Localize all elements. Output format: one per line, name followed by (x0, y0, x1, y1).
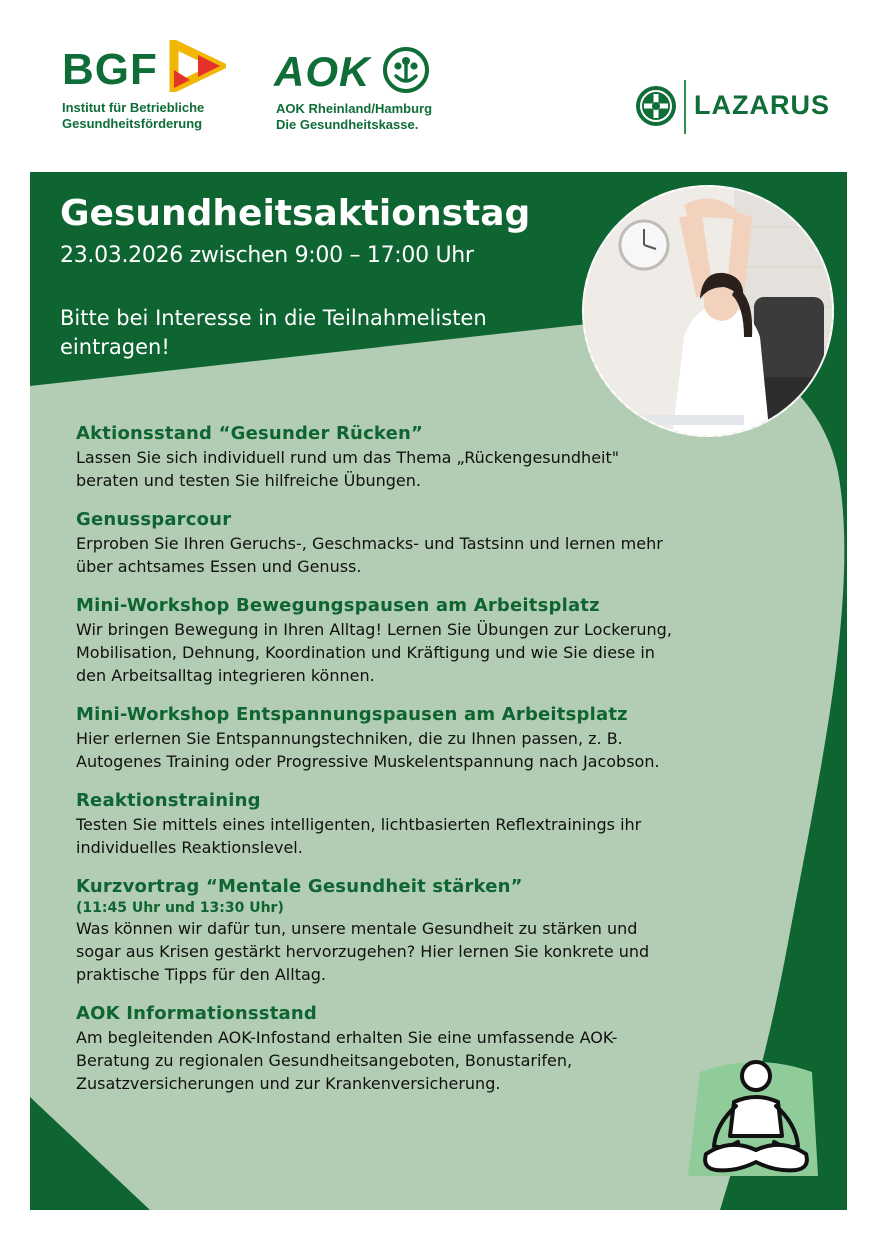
invite-line: eintragen! (60, 335, 170, 359)
bgf-subtitle (62, 100, 262, 132)
program-item (76, 594, 726, 687)
event-date: 23.03.2026 zwischen 9:00 – 17:00 Uhr (60, 243, 474, 268)
program-item-text: Beratung zu regionalen Gesundheitsangeboten, Bonustarifen, (76, 1051, 573, 1070)
meditation-icon (686, 1058, 826, 1182)
bgf-logo-text: BGF (62, 45, 158, 94)
aok-subtitle-line: Die Gesundheitskasse. (276, 117, 419, 132)
program-item-title: Genussparcour (76, 509, 232, 530)
flyer-panel (30, 172, 847, 1210)
aok-subtitle (276, 101, 496, 133)
bgf-arrow-icon (168, 40, 226, 92)
program-item-text: Mobilisation, Dehnung, Koordination und Kräftigung und wie Sie diese in (76, 643, 655, 662)
program-item-text: den Arbeitsalltag integrieren können. (76, 666, 375, 685)
program-item-text: Am begleitenden AOK-Infostand erhalten Sie eine umfassende AOK- (76, 1028, 618, 1047)
office-stretch-illustration (584, 187, 834, 437)
program-item (76, 508, 726, 578)
lazarus-logo-text: LAZARUS (694, 90, 830, 120)
program-item-text: Lassen Sie sich individuell rund um das Thema „Rückengesundheit" (76, 448, 620, 467)
bgf-subtitle-line: Institut für Betriebliche (62, 100, 205, 115)
program-item-text: Was können wir dafür tun, unsere mentale Gesundheit zu stärken und (76, 919, 638, 938)
program-item-title: Reaktionstraining (76, 790, 261, 811)
bgf-subtitle-line: Gesundheitsförderung (62, 116, 203, 131)
program-item-text: über achtsames Essen und Genuss. (76, 557, 362, 576)
invite-text (60, 304, 560, 362)
program-item-text: individuelles Reaktionslevel. (76, 838, 303, 857)
program-item-text: Testen Sie mittels eines intelligenten, lichtbasierten Reflextrainings ihr (76, 815, 642, 834)
program-item (76, 703, 726, 773)
program-item-text: Zusatzversicherungen und zur Krankenversicherung. (76, 1074, 501, 1093)
program-item-text: sogar aus Krisen gestärkt hervorzugehen? Hier lernen Sie konkrete und (76, 942, 650, 961)
program-item-text: Autogenes Training oder Progressive Muskelentspannung nach Jacobson. (76, 752, 660, 771)
aok-subtitle-line: AOK Rheinland/Hamburg (276, 101, 433, 116)
program-item-text: Erproben Sie Ihren Geruchs-, Geschmacks- und Tastsinn und lernen mehr (76, 534, 663, 553)
header (0, 0, 877, 170)
program-item-text: Wir bringen Bewegung in Ihren Alltag! Lernen Sie Übungen zur Lockerung, (76, 620, 672, 639)
program-item-text: praktische Tipps für den Alltag. (76, 965, 327, 984)
aok-logo-text: AOK (274, 48, 371, 95)
program-item-time: (11:45 Uhr und 13:30 Uhr) (76, 900, 284, 916)
program-item-title: AOK Informationsstand (76, 1003, 317, 1024)
program-item (76, 1002, 726, 1095)
program-item-title: Aktionsstand “Gesunder Rücken” (76, 423, 424, 444)
invite-line: Bitte bei Interesse in die Teilnahmelisten (60, 306, 487, 330)
program-item (76, 789, 726, 859)
program-list (76, 422, 726, 1111)
lazarus-cross-icon (634, 84, 678, 128)
program-item-title: Mini-Workshop Bewegungspausen am Arbeitsplatz (76, 595, 600, 616)
program-item (76, 422, 726, 492)
program-item-title: Kurzvortrag “Mentale Gesundheit stärken” (76, 876, 523, 897)
aok-tree-icon (382, 46, 430, 94)
program-item-text: Hier erlernen Sie Entspannungstechniken, die zu Ihnen passen, z. B. (76, 729, 623, 748)
stretching-woman-photo (582, 185, 834, 437)
lazarus-divider (684, 80, 686, 134)
program-item-title: Mini-Workshop Entspannungspausen am Arbeitsplatz (76, 704, 628, 725)
program-item-text: beraten und testen Sie hilfreiche Übungen. (76, 471, 421, 490)
page-title: Gesundheitsaktionstag (60, 193, 531, 234)
program-item (76, 875, 726, 986)
